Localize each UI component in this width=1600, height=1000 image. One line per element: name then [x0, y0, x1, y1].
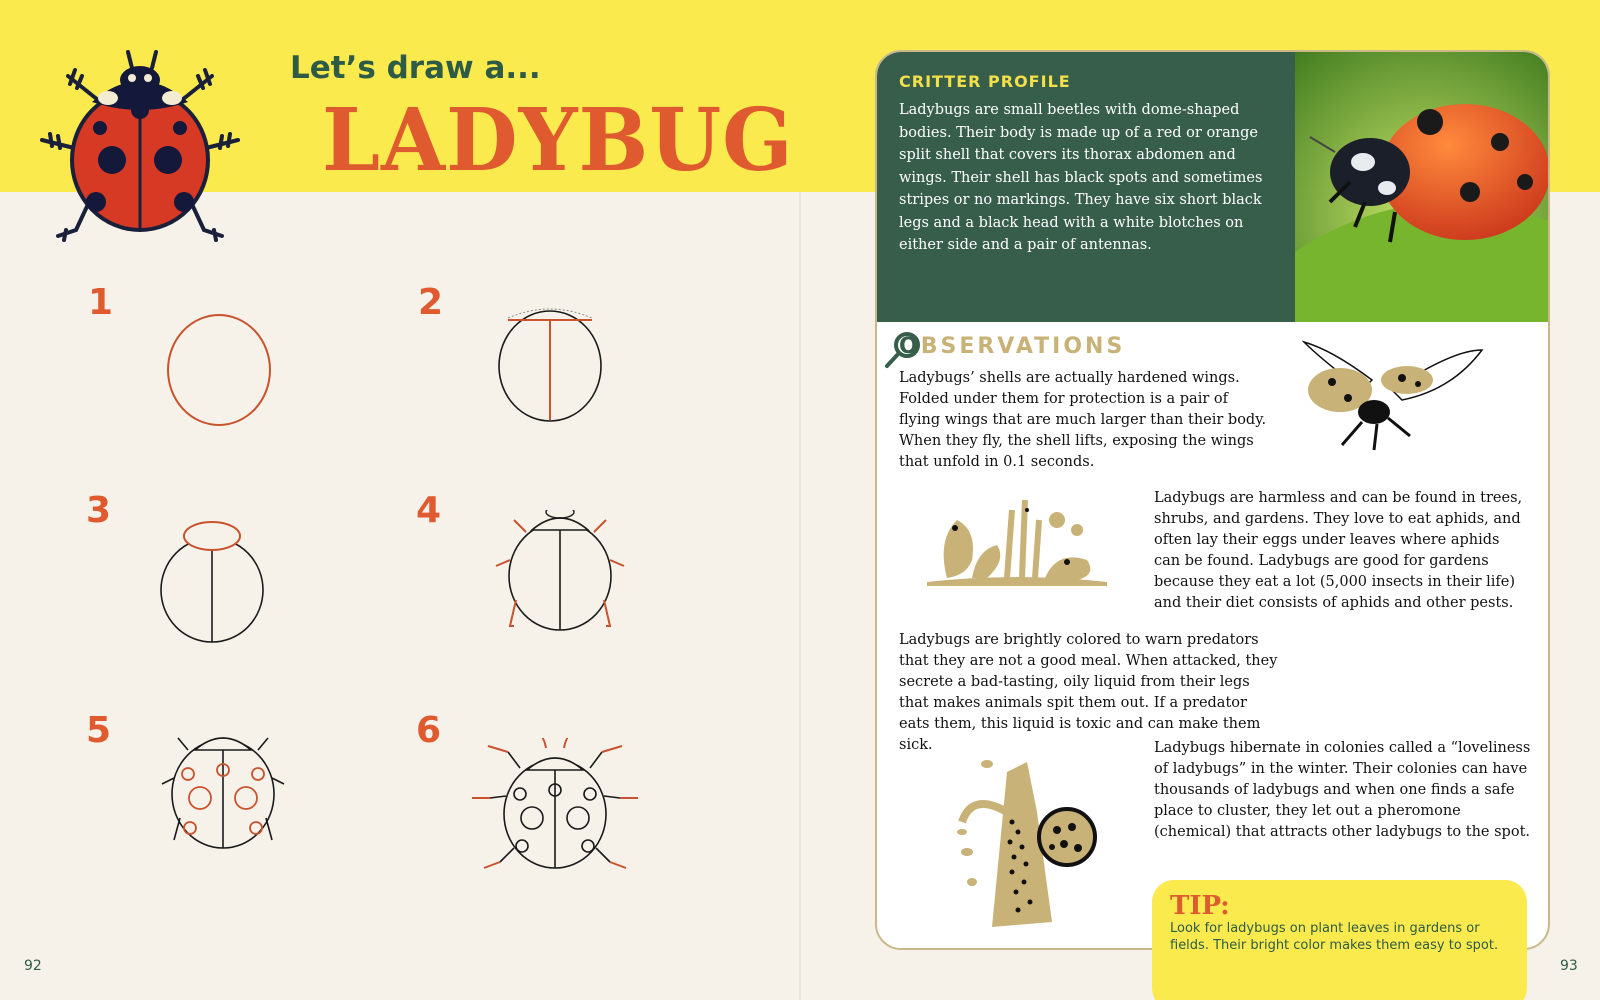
page-number-left: 92: [24, 958, 42, 974]
observations-heading: [899, 334, 1125, 359]
critter-profile-text: Ladybugs are small beetles with dome-shaped bodies. Their body is made up of a red or orange split shell that covers its thorax abdomen and wings. Their shell has black spots and sometimes stripes or no markings. They have six short black legs and a black head with a white blotches on either side and a pair of antennas.: [899, 102, 1263, 253]
step-number-6: 6: [416, 710, 442, 751]
step-2-drawing: [490, 304, 610, 424]
step-number-2: 2: [418, 282, 444, 323]
tip-text: Look for ladybugs on plant leaves in gardens or fields. Their bright color makes them easy to spot.: [1170, 921, 1499, 953]
critter-profile-panel: [877, 52, 1295, 322]
step-number-5: 5: [86, 710, 112, 751]
page-title: LADYBUG: [322, 90, 794, 191]
step-6-drawing: [470, 738, 640, 888]
flying-ladybug-illustration: [1302, 340, 1487, 460]
ladybug-hero-illustration: [30, 40, 250, 245]
step-3-drawing: [155, 520, 275, 650]
step-number-4: 4: [416, 490, 442, 531]
tip-heading: TIP:: [1170, 891, 1230, 921]
info-card: [875, 50, 1550, 950]
subtitle: Let’s draw a...: [290, 50, 541, 86]
step-number-3: 3: [86, 490, 112, 531]
ladybug-photo: [1295, 52, 1550, 322]
step-5-drawing: [160, 728, 290, 858]
step-1-drawing: [160, 308, 280, 428]
observations-heading-rest: BSERVATIONS: [920, 334, 1126, 359]
observation-paragraph-1: Ladybugs’ shells are actually hardened wings. Folded under them for protection is a pair of flying wings that are much larger than their body. When they fly, the shell lifts, exposing the wings that unfold in 0.1 seconds.: [899, 370, 1267, 470]
observations-heading-initial: O: [899, 334, 921, 359]
tree-colony-illustration: [952, 752, 1102, 932]
step-number-1: 1: [88, 282, 114, 323]
tip-box: [1152, 880, 1527, 1000]
observation-paragraph-4: Ladybugs hibernate in colonies called a “loveliness of ladybugs” in the winter. Their colonies can have thousands of ladybugs and when one finds a safe place to cluster, they let out a pheromone (chemical) that attracts other ladybugs to the spot.: [1154, 740, 1531, 840]
garden-plants-illustration: [927, 490, 1107, 590]
page-number-right: 93: [1560, 958, 1578, 974]
observation-paragraph-3: Ladybugs are brightly colored to warn predators that they are not a good meal. When attacked, they secrete a bad-tasting, oily liquid from their legs that makes animals spit them out. If a predator eats them, this liquid is toxic and can make them sick.: [899, 632, 1278, 753]
critter-profile-heading: CRITTER PROFILE: [899, 72, 1071, 91]
step-4-drawing: [490, 510, 630, 640]
page-gutter: [799, 192, 801, 1000]
observation-paragraph-2: Ladybugs are harmless and can be found in trees, shrubs, and gardens. They love to eat aphids, and often lay their eggs under leaves where aphids can be found. Ladybugs are good for gardens because they eat a lot (5,000 insects in their life) and their diet consists of aphids and other pests.: [1154, 490, 1523, 611]
